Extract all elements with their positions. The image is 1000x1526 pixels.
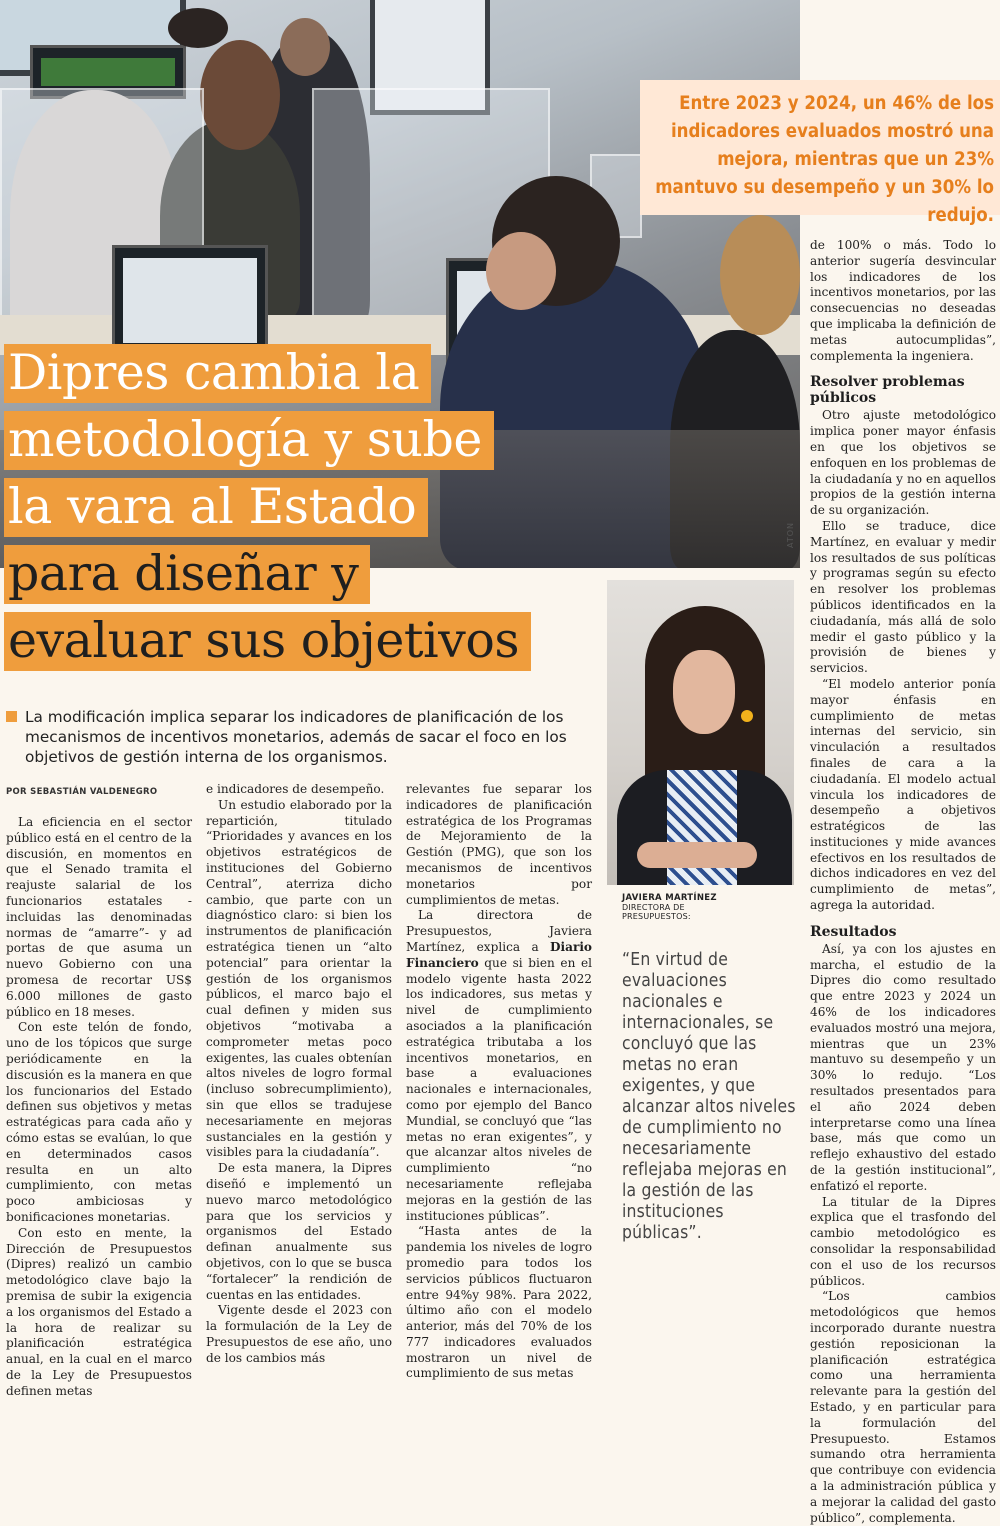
headline-line-2: metodología y sube (4, 411, 494, 470)
portrait-photo (607, 580, 794, 885)
paragraph-text: que si bien en el modelo vigente hasta 2022 los indicadores, sus metas y nivel de cumplimiento asociados a la planificación estratégica tributaba a los incentivos monetarios, en base a evaluaciones nacionales e internacionales, como por ejemplo del Banco Mundial, se concluyó que “las metas no eran exigentes”, y que alcanzar altos niveles de cumplimiento “no necesariamente reflejaba mejoras en la gestión de las instituciones públicas”. (406, 955, 592, 1223)
paragraph: Vigente desde el 2023 con la formulación de la Ley de Presupuestos de ese año, uno de los cambios más (206, 1303, 392, 1365)
headline-line-5: evaluar sus objetivos (4, 612, 531, 671)
headline (4, 344, 531, 679)
paragraph: relevantes fue separar los indicadores de planificación estratégica de los Programas de Mejoramiento de la Gestión (PMG), que son los mecanismos de incentivos monetarios por cumplimientos de metas. (406, 782, 592, 907)
paragraph: La titular de la Dipres explica que el trasfondo del cambio metodológico es consolidar la responsabilidad con el uso de los recursos públicos. (810, 1194, 996, 1288)
caption-name: JAVIERA MARTÍNEZ (622, 893, 717, 903)
body-column-1 (6, 815, 192, 1399)
caption-role: DIRECTORA DE PRESUPUESTOS: (622, 903, 691, 921)
square-bullet-icon (6, 711, 17, 722)
paragraph: “Hasta antes de la pandemia los niveles de logro promedio para todos los servicios públicos fluctuaron entre 94%y 98%. Para 2022, último año con el modelo anterior, más del 70% de los 777 indicadores evaluados mostraron un nivel de cumplimiento de sus metas (406, 1224, 592, 1381)
body-column-3 (406, 782, 592, 1382)
paragraph: e indicadores de desempeño. (206, 782, 385, 796)
portrait-caption (622, 893, 717, 921)
headline-line-4: para diseñar y (4, 545, 370, 604)
pull-quote: “En virtud de evaluaciones nacionales e internacionales, se concluyó que las metas no eran exigentes, y que alcanzar altos niveles de cumplimiento no necesariamente reflejaba mejoras en la gestión de las instituciones públicas”. (622, 950, 796, 1243)
paragraph-text: La directora de Presupuestos, Javiera Martínez, explica a (406, 908, 592, 954)
paragraph: “El modelo anterior ponía mayor énfasis en cumplimiento de metas internas del servicio, sin vinculación a resultados finales de cara a la ciudadanía. El modelo actual vincula los indicadores de desempeño a objetivos estratégicos de las instituciones y mide avances efectivos en los resultados de dichos indicadores en vez del cumplimiento de metas”, agrega la autoridad. (810, 676, 996, 913)
paragraph: Así, ya con los ajustes en marcha, el estudio de la Dipres dio como resultado que entre 2023 y 2024 un 46% de los indicadores evaluados mostró una mejora, mientras que un 23% mantuvo su desempeño y un 30% lo redujo. “Los resultados presentados para el año 2024 deben interpretarse como una línea base, más que como un reflejo exhaustivo del estado de la gestión institucional”, enfatizó el reporte. (810, 941, 996, 1193)
paragraph: De esta manera, la Dipres diseñó e implementó un nuevo marco metodológico para que los servicios y organismos del Estado definan anualmente sus objetivos, con lo que se busca “fortalecer” la rendición de cuentas en las entidades. (206, 1161, 392, 1302)
paragraph: Con esto en mente, la Dirección de Presupuestos (Dipres) realizó un cambio metodológico clave bajo la premisa de subir la exigencia a los organismos del Estado a la hora de realizar su planificación estratégica anual, en la cual en el marco de la Ley de Presupuestos definen metas (6, 1225, 192, 1398)
lead-paragraph (6, 707, 596, 767)
subheading: Resultados (810, 923, 897, 940)
lead-text: La modificación implica separar los indicadores de planificación de los mecanismos de incentivos monetarios, además de sacar el foco en los objetivos de gestión interna de los organismos. (25, 708, 567, 766)
byline: POR SEBASTIÁN VALDENEGRO (6, 787, 158, 797)
paragraph: “Los cambios metodológicos que hemos incorporado durante nuestra gestión reposicionan la planificación estratégica como una herramienta relevante para la gestión del Estado, y en particular para la formulación del Presupuesto. Estamos sumando otra herramienta que contribuye con evidencia a la administración pública y a mejorar la calidad del gasto público”, complementa. (810, 1289, 996, 1525)
subheading: Resolver problemas públicos (810, 374, 965, 407)
paragraph: La eficiencia en el sector público está en el centro de la discusión, en momentos en que el Senado tramita el reajuste salarial de los funcionarios estatales -incluidas las denominadas normas de “amarre”- y ad portas de que asuma un nuevo Gobierno con una promesa de recortar US$ 6.000 millones de gasto público en 18 meses. (6, 815, 192, 1019)
headline-line-1: Dipres cambia la (4, 344, 431, 403)
paragraph: Con este telón de fondo, uno de los tópicos que surge periódicamente en la discusión es la manera en que los funcionarios del Estado definen sus objetivos y metas estratégicas para cada año y cómo estas se evalúan, lo que en determinados casos resulta en un alto cumplimiento, con metas poco ambiciosas y bonificaciones monetarias. (6, 1020, 192, 1224)
source-name: Diario Financiero (406, 939, 592, 970)
photo-credit: ATON (786, 521, 795, 548)
highlight-callout (640, 80, 1000, 226)
headline-line-3: la vara al Estado (4, 478, 428, 537)
paragraph: Ello se traduce, dice Martínez, en evaluar y medir los resultados de sus políticas y programas según su efecto en resolver los problemas públicos identificados en la ciudadanía, más allá de solo medir el gasto público y la provisión de bienes y servicios. (810, 518, 996, 676)
earring-icon (741, 710, 753, 722)
paragraph: Un estudio elaborado por la repartición, titulado “Prioridades y avances en los objetivos estratégicos de instituciones del Gobierno Central”, aterriza dicho cambio, que parte con un diagnóstico claro: si bien los instrumentos de planificación estratégica tienen un “alto potencial” para orientar la gestión de los organismos públicos, el marco bajo el cual definen y miden sus objetivos “motivaba a comprometer metas poco exigentes, las cuales obtenían altos niveles de logro formal (incluso sobrecumplimiento), sin que ellos se tradujese necesariamente en mejoras sustanciales en la gestión y visibles para la ciudadanía”. (206, 797, 392, 1160)
paragraph (406, 908, 592, 1224)
paragraph: Otro ajuste metodológico implica poner mayor énfasis en que los objetivos se enfoquen en los problemas de la ciudadanía y no en aquellos propios de la gestión interna de su organización. (810, 408, 996, 518)
body-column-2 (206, 782, 392, 1366)
body-column-4 (810, 238, 996, 1526)
paragraph: de 100% o más. Todo lo anterior sugería desvincular los indicadores de los incentivos monetarios, por las consecuencias no deseadas que implicaba la definición de metas autocumplidas”, complementa la ingeniera. (810, 238, 996, 363)
callout-text: Entre 2023 y 2024, un 46% de los indicadores evaluados mostró una mejora, mientras que un 23% mantuvo su desempeño y un 30% lo redujo. (655, 93, 994, 226)
